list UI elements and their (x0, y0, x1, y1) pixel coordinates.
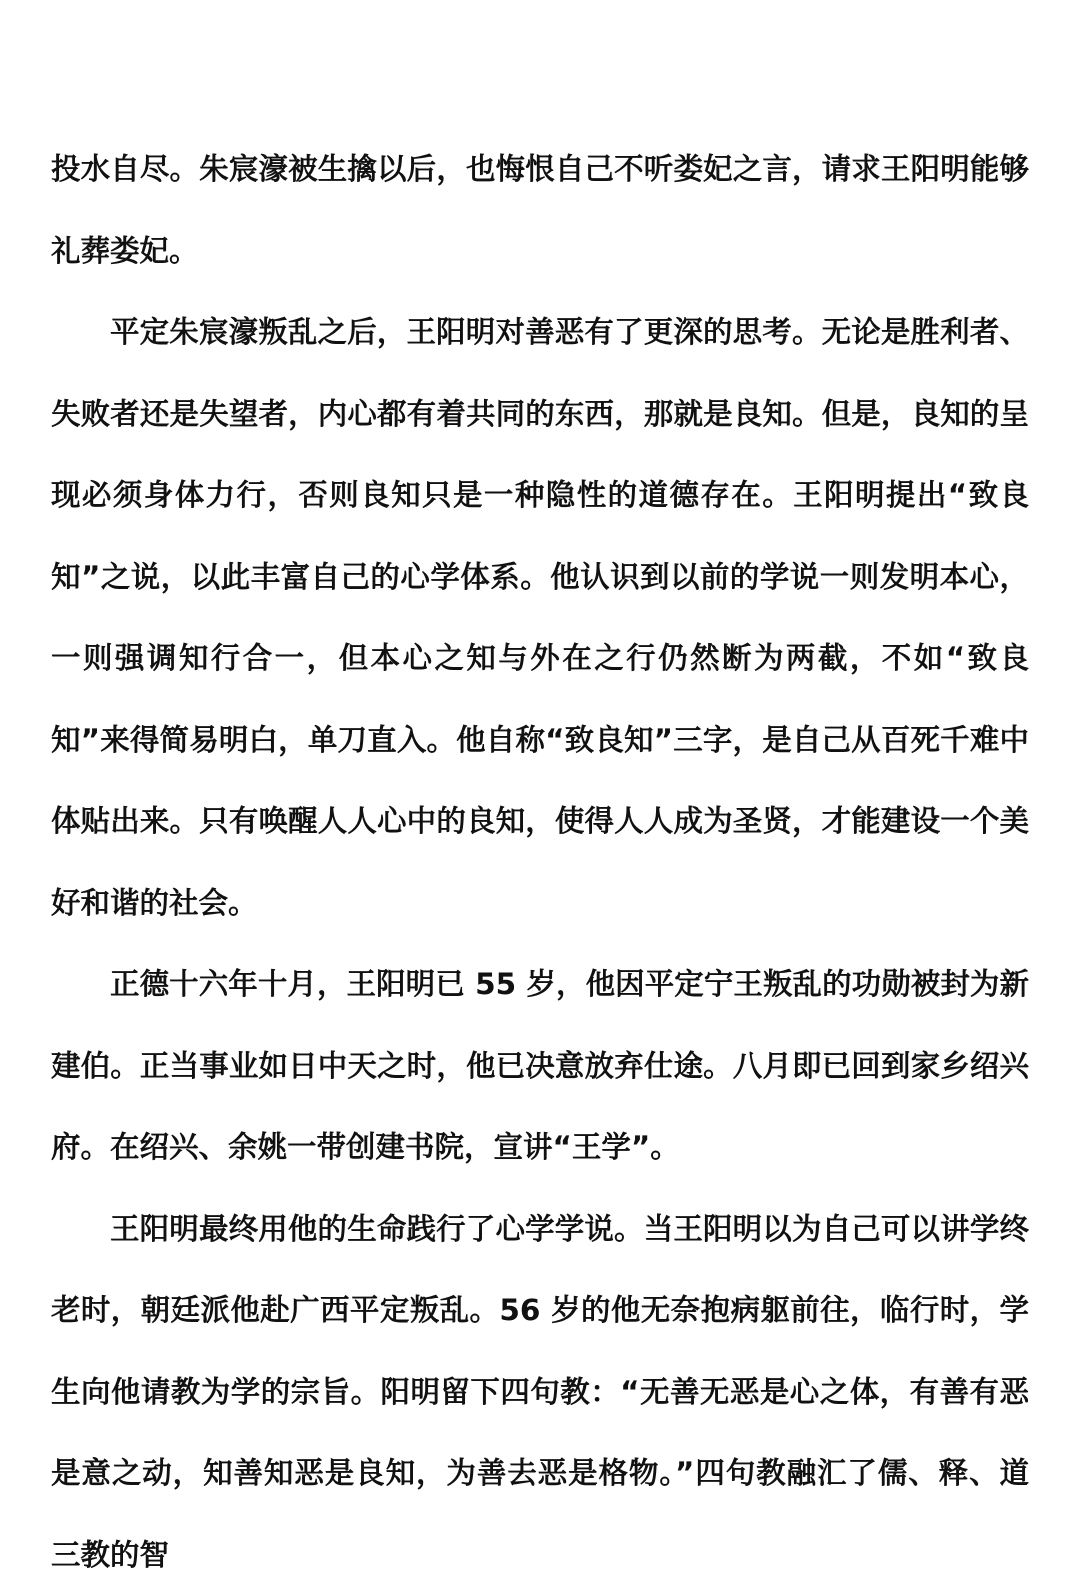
paragraph-4: 王阳明最终用他的生命践行了心学学说。当王阳明以为自己可以讲学终老时，朝廷派他赴广西平定叛乱。56 岁的他无奈抱病躯前往，临行时，学生向他请教为学的宗旨。阳明留下四句教：“无善无恶是心之体，有善有恶是意之动，知善知恶是良知，为善去恶是格物。”四句教融汇了儒、释、道三教的智 (51, 1189, 1029, 1596)
article-body (51, 129, 1029, 1596)
paragraph-1: 投水自尽。朱宸濠被生擒以后，也悔恨自己不听娄妃之言，请求王阳明能够礼葬娄妃。 (51, 129, 1029, 292)
paragraph-2: 平定朱宸濠叛乱之后，王阳明对善恶有了更深的思考。无论是胜利者、失败者还是失望者，内心都有着共同的东西，那就是良知。但是，良知的呈现必须身体力行，否则良知只是一种隐性的道德存在。王阳明提出“致良知”之说，以此丰富自己的心学体系。他认识到以前的学说一则发明本心，一则强调知行合一，但本心之知与外在之行仍然断为两截，不如“致良知”来得简易明白，单刀直入。他自称“致良知”三字，是自己从百死千难中体贴出来。只有唤醒人人心中的良知，使得人人成为圣贤，才能建设一个美好和谐的社会。 (51, 292, 1029, 944)
paragraph-3: 正德十六年十月，王阳明已 55 岁，他因平定宁王叛乱的功勋被封为新建伯。正当事业如日中天之时，他已决意放弃仕途。八月即已回到家乡绍兴府。在绍兴、余姚一带创建书院，宣讲“王学”。 (51, 944, 1029, 1189)
